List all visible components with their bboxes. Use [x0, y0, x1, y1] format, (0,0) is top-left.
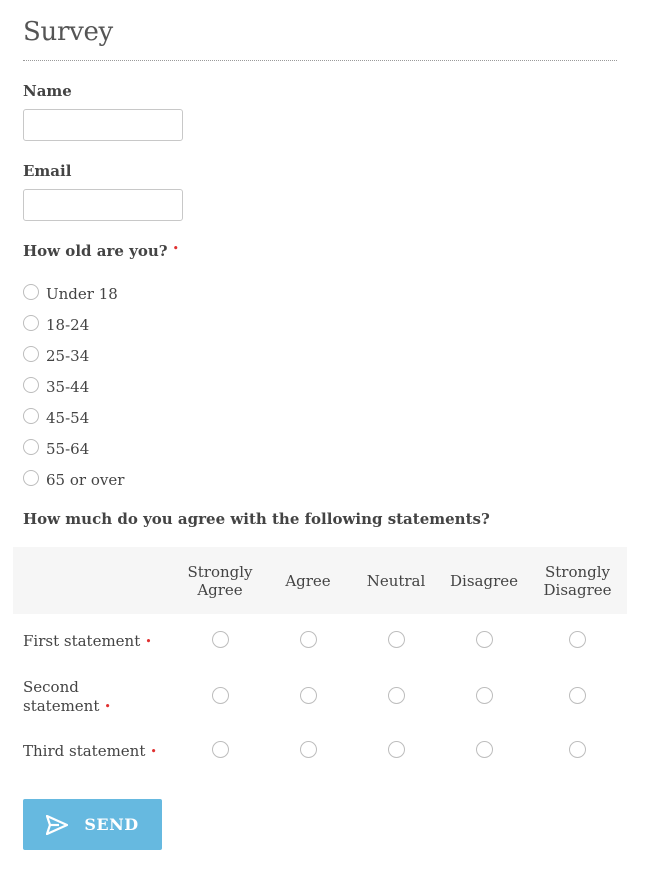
- matrix-radio[interactable]: [569, 631, 586, 648]
- matrix-radio[interactable]: [300, 741, 317, 758]
- matrix-cell: [352, 725, 440, 777]
- matrix-question: How much do you agree with the following statements?: [23, 510, 490, 528]
- title-divider: [23, 60, 617, 61]
- email-label: Email: [23, 162, 72, 180]
- age-radio[interactable]: [23, 315, 39, 331]
- matrix-cell: [528, 669, 627, 725]
- matrix-radio[interactable]: [569, 741, 586, 758]
- matrix-cell: [528, 725, 627, 777]
- matrix-row-text: Second statement: [23, 678, 100, 715]
- matrix-header-row: [13, 547, 627, 614]
- age-option[interactable]: [23, 402, 124, 433]
- matrix-radio[interactable]: [300, 687, 317, 704]
- matrix-row: [13, 725, 627, 777]
- matrix-radio[interactable]: [476, 741, 493, 758]
- age-option-label: 35-44: [46, 377, 90, 396]
- matrix-col-neutral: Neutral: [366, 571, 426, 590]
- age-question: [23, 242, 179, 260]
- form-title: Survey: [23, 17, 113, 47]
- age-option-label: 18-24: [46, 315, 90, 334]
- paper-plane-icon: [46, 815, 68, 835]
- matrix-cell: [440, 669, 528, 725]
- agreement-matrix: [13, 547, 627, 777]
- matrix-cell: [440, 725, 528, 777]
- matrix-cell: [264, 725, 352, 777]
- matrix-cell: [264, 614, 352, 669]
- matrix-cell: [528, 614, 627, 669]
- matrix-radio[interactable]: [476, 687, 493, 704]
- matrix-corner: [13, 547, 176, 614]
- age-radio[interactable]: [23, 346, 39, 362]
- matrix-col-disagree: Disagree: [450, 571, 518, 590]
- send-button[interactable]: [23, 799, 162, 850]
- age-option-label: 65 or over: [46, 470, 125, 489]
- matrix-row-label: [13, 725, 176, 777]
- matrix-radio[interactable]: [212, 741, 229, 758]
- matrix-radio[interactable]: [476, 631, 493, 648]
- matrix-cell: [264, 669, 352, 725]
- age-option[interactable]: [23, 464, 124, 495]
- age-option[interactable]: [23, 371, 124, 402]
- matrix-radio[interactable]: [212, 687, 229, 704]
- matrix-radio[interactable]: [388, 741, 405, 758]
- name-input[interactable]: [23, 109, 183, 141]
- age-radio[interactable]: [23, 408, 39, 424]
- age-option-label: 55-64: [46, 439, 90, 458]
- matrix-row: [13, 669, 627, 725]
- matrix-row-label: [13, 669, 176, 725]
- age-option-label: 45-54: [46, 408, 90, 427]
- age-question-text: How old are you?: [23, 242, 168, 260]
- matrix-radio[interactable]: [212, 631, 229, 648]
- matrix-radio[interactable]: [300, 631, 317, 648]
- matrix-col-strongly-disagree: Strongly Disagree: [543, 562, 612, 599]
- age-radio[interactable]: [23, 284, 39, 300]
- matrix-cell: [176, 725, 264, 777]
- age-option[interactable]: [23, 340, 124, 371]
- matrix-row: [13, 614, 627, 669]
- age-radio[interactable]: [23, 377, 39, 393]
- age-option-label: 25-34: [46, 346, 90, 365]
- name-label: Name: [23, 82, 72, 100]
- age-option-label: Under 18: [46, 284, 118, 303]
- age-radio[interactable]: [23, 439, 39, 455]
- age-option[interactable]: [23, 278, 124, 309]
- matrix-cell: [440, 614, 528, 669]
- age-option[interactable]: [23, 433, 124, 464]
- matrix-radio[interactable]: [388, 687, 405, 704]
- matrix-row-text: First statement: [23, 632, 141, 650]
- matrix-cell: [176, 669, 264, 725]
- age-options: [23, 278, 124, 495]
- matrix-radio[interactable]: [388, 631, 405, 648]
- matrix-row-text: Third statement: [23, 741, 146, 760]
- matrix-col-agree: Agree: [285, 571, 331, 590]
- matrix-cell: [352, 669, 440, 725]
- matrix-cell: [352, 614, 440, 669]
- matrix-col-strongly-agree: Strongly Agree: [187, 562, 253, 599]
- email-input[interactable]: [23, 189, 183, 221]
- age-radio[interactable]: [23, 470, 39, 486]
- required-mark: •: [150, 744, 157, 758]
- send-label: SEND: [84, 815, 139, 834]
- matrix-row-label: [13, 614, 176, 669]
- required-mark: •: [145, 635, 152, 648]
- required-mark: •: [172, 242, 180, 255]
- age-option[interactable]: [23, 309, 124, 340]
- matrix-radio[interactable]: [569, 687, 586, 704]
- required-mark: •: [104, 700, 111, 713]
- matrix-cell: [176, 614, 264, 669]
